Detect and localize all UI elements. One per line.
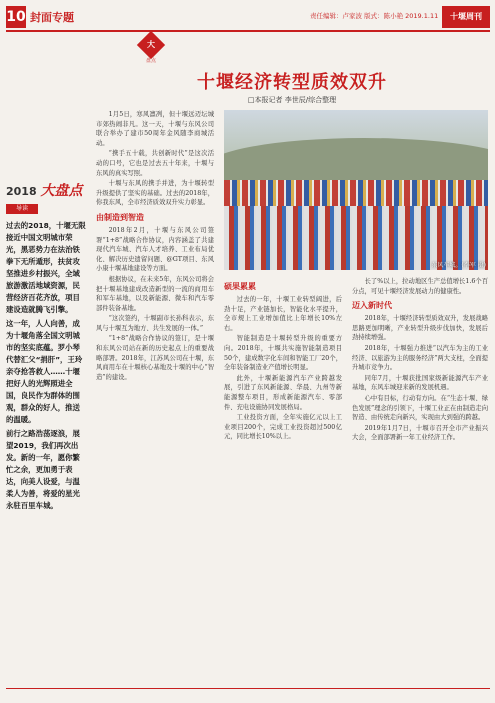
sidebar-paragraph: 前行之路浩荡逐浪，展望2019，我们再次出发。新的一年，愿你繁忙之余，更加勇于表达，向美人设爱，与温柔人为善，将爱的星光永驻百里车城。 (6, 429, 80, 510)
paragraph: “1+8”战略合作协议的签订，是十堰和东风公司站在新的历史起点上的重要战略部署。2018年，江苏风公司在十堰，东风商用车在十堰核心基地及十堰的中心“智造”的建设。 (96, 335, 214, 381)
emblem-subtitle: 盘点 (145, 58, 156, 64)
subheading: 硕果累累 (224, 282, 256, 291)
emblem-badge (139, 35, 163, 64)
article-headline: 十堰经济转型质效双升 (197, 72, 387, 93)
article-column-3 (352, 277, 488, 680)
bottom-divider (6, 688, 490, 689)
paper-name: 十堰周刊 (442, 6, 490, 28)
editor-meta: 责任编辑：卢家波 版式：陈小艳 2019.1.11 (310, 12, 439, 20)
emblem-title: 大 (147, 40, 155, 49)
page-number: 10 (6, 6, 26, 28)
article-column-1 (96, 110, 214, 680)
paragraph: 根据协议，在未来5年，东风公司将会把十堰基地建成改造新型的一流的商用车和军车基地，以及新能源、微车和汽车零部件装备基地。 (96, 275, 214, 312)
sidebar-year: 2018 (6, 185, 37, 198)
paragraph: 过去的一年，十堰工业转型阔进，后劲十足，产业链加长，智能化水平提升，全市规上工业增加值比上年增长10%左右。 (224, 296, 342, 332)
sidebar-paragraph: 过去的2018，十堰无限接近中国文明城市荣光，黑恶势力在法治铁拳下无所遁形，扶贫攻坚推进乡村振兴，全域旅游激活地域资源，民营经济百花齐放，项目建设造就腾飞引擎。 (6, 221, 86, 314)
main-article (96, 32, 488, 682)
paragraph: 此外，十堰新能源汽车产业跨越发展，引进了东风新能源、华晨、九州等新能源整车项目，形成新能源汽车、零部件、充电设施协同发展格局。 (224, 374, 342, 411)
paragraph: 长了%以上，拉动地区生产总值增长1.6个百分点，可见十堰经济发展动力的健康性。 (352, 278, 488, 295)
sidebar-badge: 导读 (6, 204, 38, 214)
photo-caption: 东风车城。(李军 摄) (431, 262, 486, 269)
paragraph: 2018年2月，十堰与东风公司签署“1+8”战略合作协议，内容涵盖了共建现代汽车城、汽车人才培养、工业布局优化、解决历史遗留问题、@GT项目、东风小康十堰基地建设等方面。 (96, 226, 214, 273)
paragraph: 工业投资方面，全年实施亿元以上工业项目200个，完成工业投资超过500亿元，同比增长10%以上。 (224, 414, 342, 441)
section-title: 封面专题 (30, 11, 74, 24)
paragraph: “这次签约，十堰副市长孙科表示，东风与十堰互为地方、共生发展的一体。” (96, 315, 214, 332)
paragraph: “携手五十载，共创新时代”是这次活动的口号，它也是过去五十年来，十堰与东风的真实写照。 (96, 150, 214, 177)
sidebar-paragraph: 这一年，人人向善，成为十堰角落全国文明城市的坚实底蕴。罗小琴代替汇父“捐肝”，王玲亲夺抢答救人……十堰把好人的光辉照进全国，良民作为群体的围观，群众的好人，推送的温暖。 (6, 319, 83, 424)
article-photo (224, 110, 488, 270)
subheading: 迈入新时代 (352, 301, 392, 311)
paragraph: 同年7月，十堰获批国家级新能源汽车产业基地，东风车城迎来新的发展机遇。 (352, 374, 488, 392)
paragraph: 2018年，十堰强力推进“以汽车为主的工业经济、以旅游为主的服务经济”两大支柱，全面提升城市竞争力。 (352, 344, 488, 372)
sidebar-year-title: 大盘点 (40, 183, 83, 199)
paragraph: 智能制造是十堰转型升级的重要方向。2018年，十堰共实施智能制造项目50个，建成数字化车间和智能工厂20个，全年装备制造业产值增长明显。 (224, 335, 342, 372)
paragraph: 2019年1月7日，十堰市召开全市产业振兴大会，全面部署新一年工业经济工作。 (352, 424, 488, 442)
sidebar-title (6, 180, 82, 200)
article-column-2 (224, 277, 342, 680)
paragraph: 1月5日，寒风凛冽，但十堰远迈坛城市郊热闹非凡。这一天，十堰与东风公司联合举办了建市50周年金风随李商城活动。 (96, 111, 214, 147)
sidebar-text (6, 220, 86, 514)
paragraph: 十堰与东风的携手并进，为十堰转型升级提供了坚实的基础。过去的2018年，你我东风，全市经济质效双升实力彰显。 (96, 180, 214, 207)
sidebar-summary (6, 150, 88, 550)
paragraph: 心中有目标，行动有方向。在“生态十堰、绿色发展”理念的引领下，十堰工业正在由制造走向智造、由传统走向新兴，实现由大到强的跨越。 (352, 394, 488, 422)
article-byline: □本报记者 李世辰/综合整理 (247, 96, 337, 104)
subheading: 由制造到智造 (96, 212, 144, 222)
paragraph: 2018年，十堰经济转型质效双升，发展战略思路更加明晰，产业转型升级步伐加快，发展后劲持续增强。 (352, 315, 488, 342)
